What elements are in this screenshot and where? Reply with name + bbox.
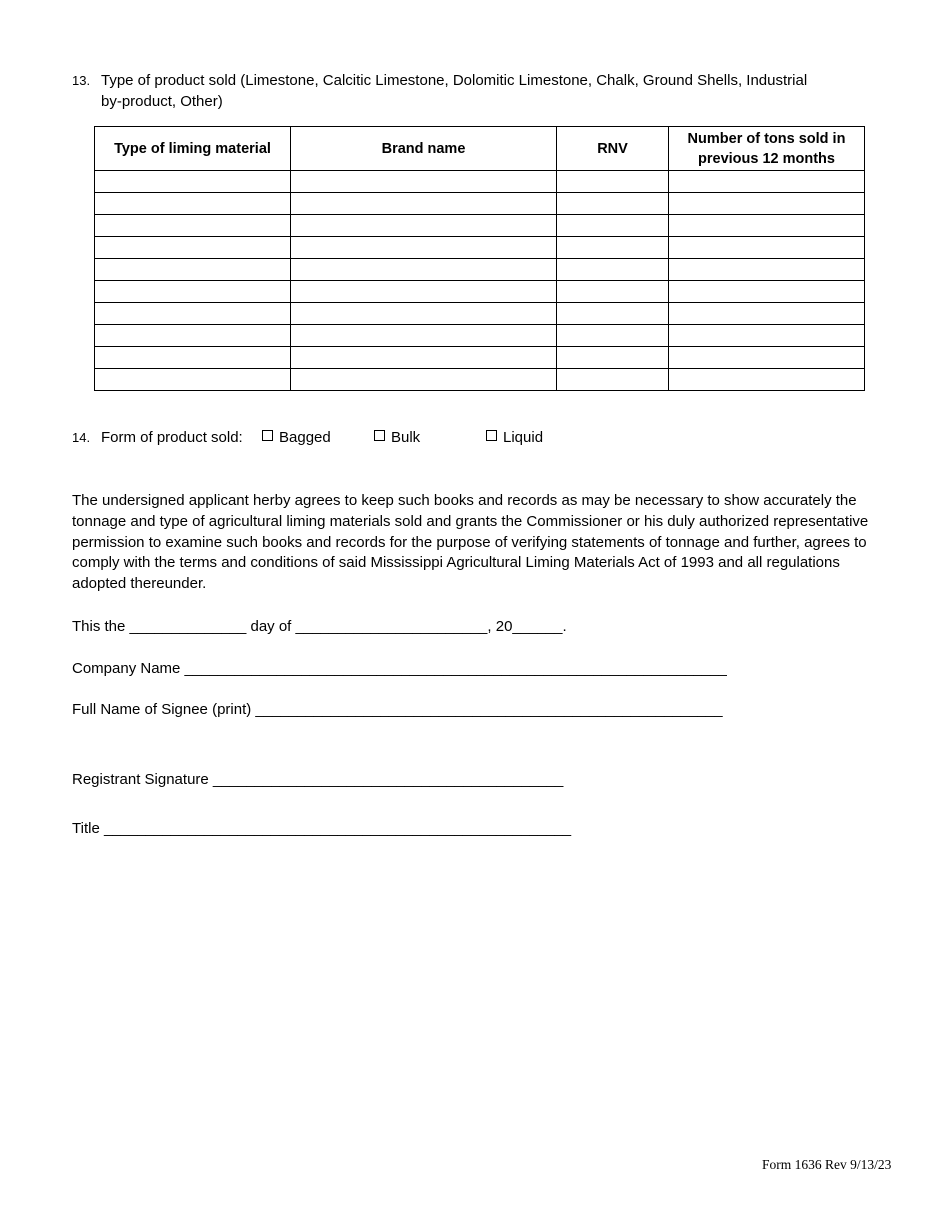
type-cell[interactable] — [95, 193, 291, 215]
brand-cell[interactable] — [291, 369, 557, 391]
type-cell[interactable] — [95, 325, 291, 347]
question-13 — [72, 70, 832, 112]
rnv-cell[interactable] — [557, 281, 669, 303]
brand-cell[interactable] — [291, 303, 557, 325]
tons-cell[interactable] — [669, 303, 865, 325]
option-liquid-label: Liquid — [503, 429, 544, 446]
brand-cell[interactable] — [291, 193, 557, 215]
table-header-row — [95, 127, 865, 171]
tons-cell[interactable] — [669, 347, 865, 369]
company-name-field[interactable]: Company Name _________________________________________________________________ — [72, 660, 727, 677]
option-bulk-label: Bulk — [391, 429, 421, 446]
table-row — [95, 193, 865, 215]
tons-cell[interactable] — [669, 193, 865, 215]
type-cell[interactable] — [95, 171, 291, 193]
rnv-cell[interactable] — [557, 259, 669, 281]
type-cell[interactable] — [95, 369, 291, 391]
brand-cell[interactable] — [291, 215, 557, 237]
rnv-cell[interactable] — [557, 193, 669, 215]
rnv-cell[interactable] — [557, 303, 669, 325]
question-13-text: Type of product sold (Limestone, Calcitic Limestone, Dolomitic Limestone, Chalk, Ground Shells, Industrial by-product, Other) — [101, 72, 808, 110]
rnv-cell[interactable] — [557, 369, 669, 391]
type-cell[interactable] — [95, 281, 291, 303]
rnv-cell[interactable] — [557, 215, 669, 237]
type-cell[interactable] — [95, 303, 291, 325]
type-cell[interactable] — [95, 259, 291, 281]
bulk-checkbox[interactable] — [374, 430, 385, 441]
rnv-cell[interactable] — [557, 237, 669, 259]
table-row — [95, 347, 865, 369]
tons-cell[interactable] — [669, 281, 865, 303]
table-row — [95, 369, 865, 391]
tons-cell[interactable] — [669, 237, 865, 259]
bagged-checkbox[interactable] — [262, 430, 273, 441]
registrant-signature-field[interactable]: Registrant Signature __________________________________________ — [72, 771, 564, 788]
signee-name-field[interactable]: Full Name of Signee (print) ________________________________________________________ — [72, 701, 723, 718]
header-rnv: RNV — [557, 127, 669, 171]
option-liquid[interactable] — [486, 428, 543, 448]
rnv-cell[interactable] — [557, 347, 669, 369]
question-14-number: 14. — [72, 430, 91, 445]
tons-cell[interactable] — [669, 325, 865, 347]
table-row — [95, 303, 865, 325]
form-number: Form 1636 Rev 9/13/23 — [762, 1157, 892, 1172]
liming-material-table — [94, 126, 865, 391]
type-cell[interactable] — [95, 237, 291, 259]
liquid-checkbox[interactable] — [486, 430, 497, 441]
table-row — [95, 237, 865, 259]
table-row — [95, 325, 865, 347]
option-bulk[interactable] — [374, 428, 420, 448]
brand-cell[interactable] — [291, 325, 557, 347]
rnv-cell[interactable] — [557, 325, 669, 347]
tons-cell[interactable] — [669, 259, 865, 281]
type-cell[interactable] — [95, 215, 291, 237]
table-row — [95, 215, 865, 237]
option-bagged-label: Bagged — [279, 429, 331, 446]
tons-cell[interactable] — [669, 171, 865, 193]
date-line[interactable]: This the ______________ day of _______________________, 20______. — [72, 618, 567, 635]
tons-cell[interactable] — [669, 369, 865, 391]
brand-cell[interactable] — [291, 171, 557, 193]
agreement-paragraph: The undersigned applicant herby agrees to keep such books and records as may be necessary to show accurately the tonnage and type of agricultural liming materials sold and grants the Commissioner or his duly authorized representative permission to examine such books and records for the purpose of verifying statements of tonnage and further, agrees to comply with the terms and conditions of said Mississippi Agricultural Liming Materials Act of 1993 and all regulations adopted thereunder. — [72, 492, 869, 593]
question-14-label: Form of product sold: — [101, 429, 243, 446]
question-13-number: 13. — [72, 73, 91, 88]
brand-cell[interactable] — [291, 259, 557, 281]
brand-cell[interactable] — [291, 347, 557, 369]
table-row — [95, 171, 865, 193]
title-field[interactable]: Title ________________________________________________________ — [72, 820, 572, 837]
header-tons-sold: Number of tons sold in previous 12 months — [669, 127, 865, 171]
rnv-cell[interactable] — [557, 171, 669, 193]
brand-cell[interactable] — [291, 281, 557, 303]
table-row — [95, 281, 865, 303]
tons-cell[interactable] — [669, 215, 865, 237]
brand-cell[interactable] — [291, 237, 557, 259]
table-row — [95, 259, 865, 281]
type-cell[interactable] — [95, 347, 291, 369]
option-bagged[interactable] — [262, 428, 331, 448]
header-type-of-liming-material: Type of liming material — [95, 127, 291, 171]
header-brand-name: Brand name — [291, 127, 557, 171]
